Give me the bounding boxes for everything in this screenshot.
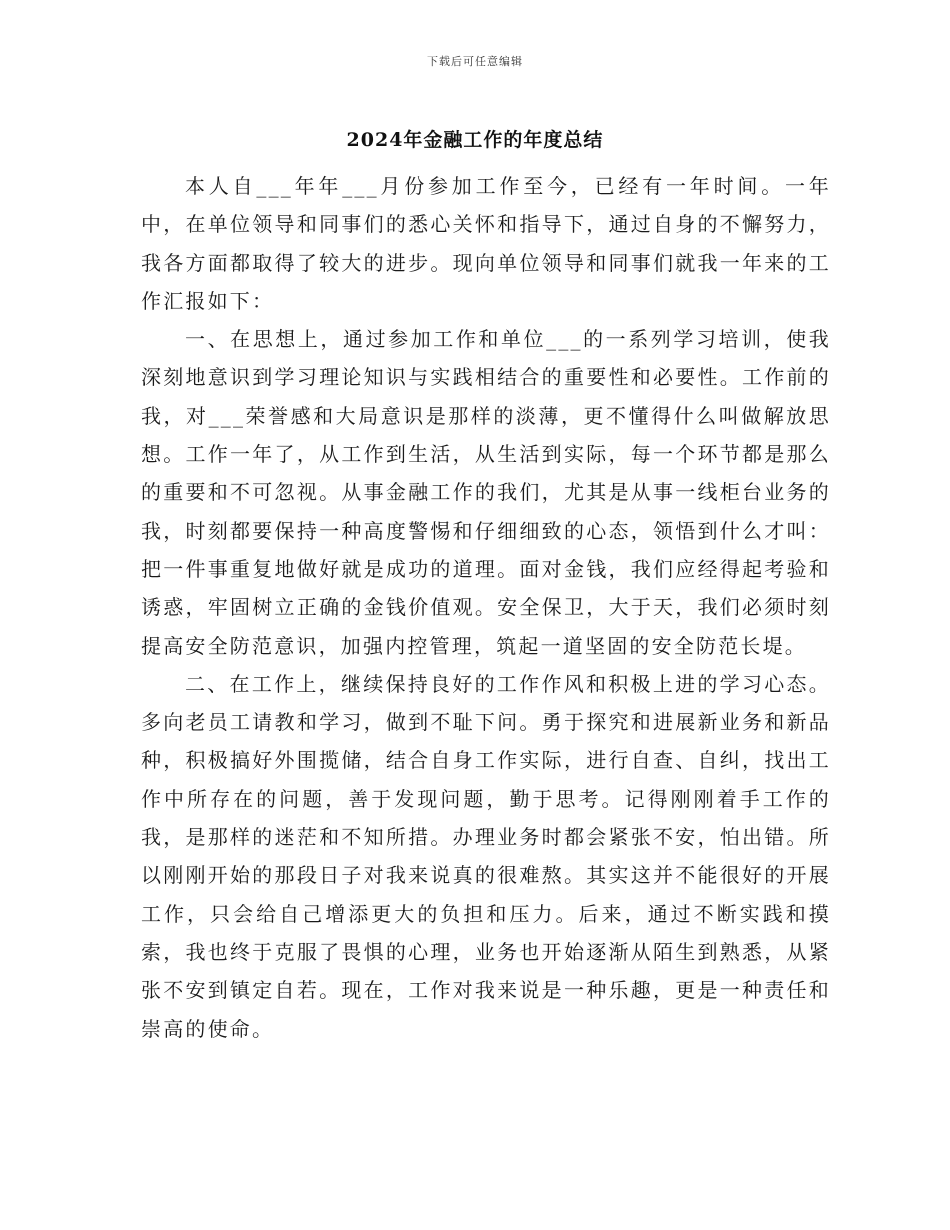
paragraph-intro: 本人自___年年___月份参加工作至今，已经有一年时间。一年中，在单位领导和同事们的悉心关怀和指导下，通过自身的不懈努力，我各方面都取得了较大的进步。现向单位领导和同事们就我一年来的工作汇报如下： xyxy=(141,174,831,313)
document-body xyxy=(141,167,831,1048)
paragraph-thought: 一、在思想上，通过参加工作和单位___的一系列学习培训，使我深刻地意识到学习理论知识与实践相结合的重要性和必要性。工作前的我，对___荣誉感和大局意识是那样的淡薄，更不懂得什么叫做解放思想。工作一年了，从工作到生活，从生活到实际，每一个环节都是那么的重要和不可忽视。从事金融工作的我们，尤其是从事一线柜台业务的我，时刻都要保持一种高度警惕和仔细细致的心态，领悟到什么才叫：把一件事重复地做好就是成功的道理。面对金钱，我们应经得起考验和诱惑，牢固树立正确的金钱价值观。安全保卫，大于天，我们必须时刻提高安全防范意识，加强内控管理，筑起一道坚固的安全防范长堤。 xyxy=(141,327,831,658)
header-note: 下载后可任意编辑 xyxy=(427,55,523,68)
document-title: 2024年金融工作的年度总结 xyxy=(346,129,604,151)
paragraph-work: 二、在工作上，继续保持良好的工作作风和积极上进的学习心态。多向老员工请教和学习，做到不耻下问。勇于探究和进展新业务和新品种，积极搞好外围揽储，结合自身工作实际，进行自查、自纠，找出工作中所存在的问题，善于发现问题，勤于思考。记得刚刚着手工作的我，是那样的迷茫和不知所措。办理业务时都会紧张不安，怕出错。所以刚刚开始的那段日子对我来说真的很难熬。其实这并不能很好的开展工作，只会给自己增添更大的负担和压力。后来，通过不断实践和摸索，我也终于克服了畏惧的心理，业务也开始逐渐从陌生到熟悉，从紧张不安到镇定自若。现在，工作对我来说是一种乐趣，更是一种责任和崇高的使命。 xyxy=(141,671,831,1041)
